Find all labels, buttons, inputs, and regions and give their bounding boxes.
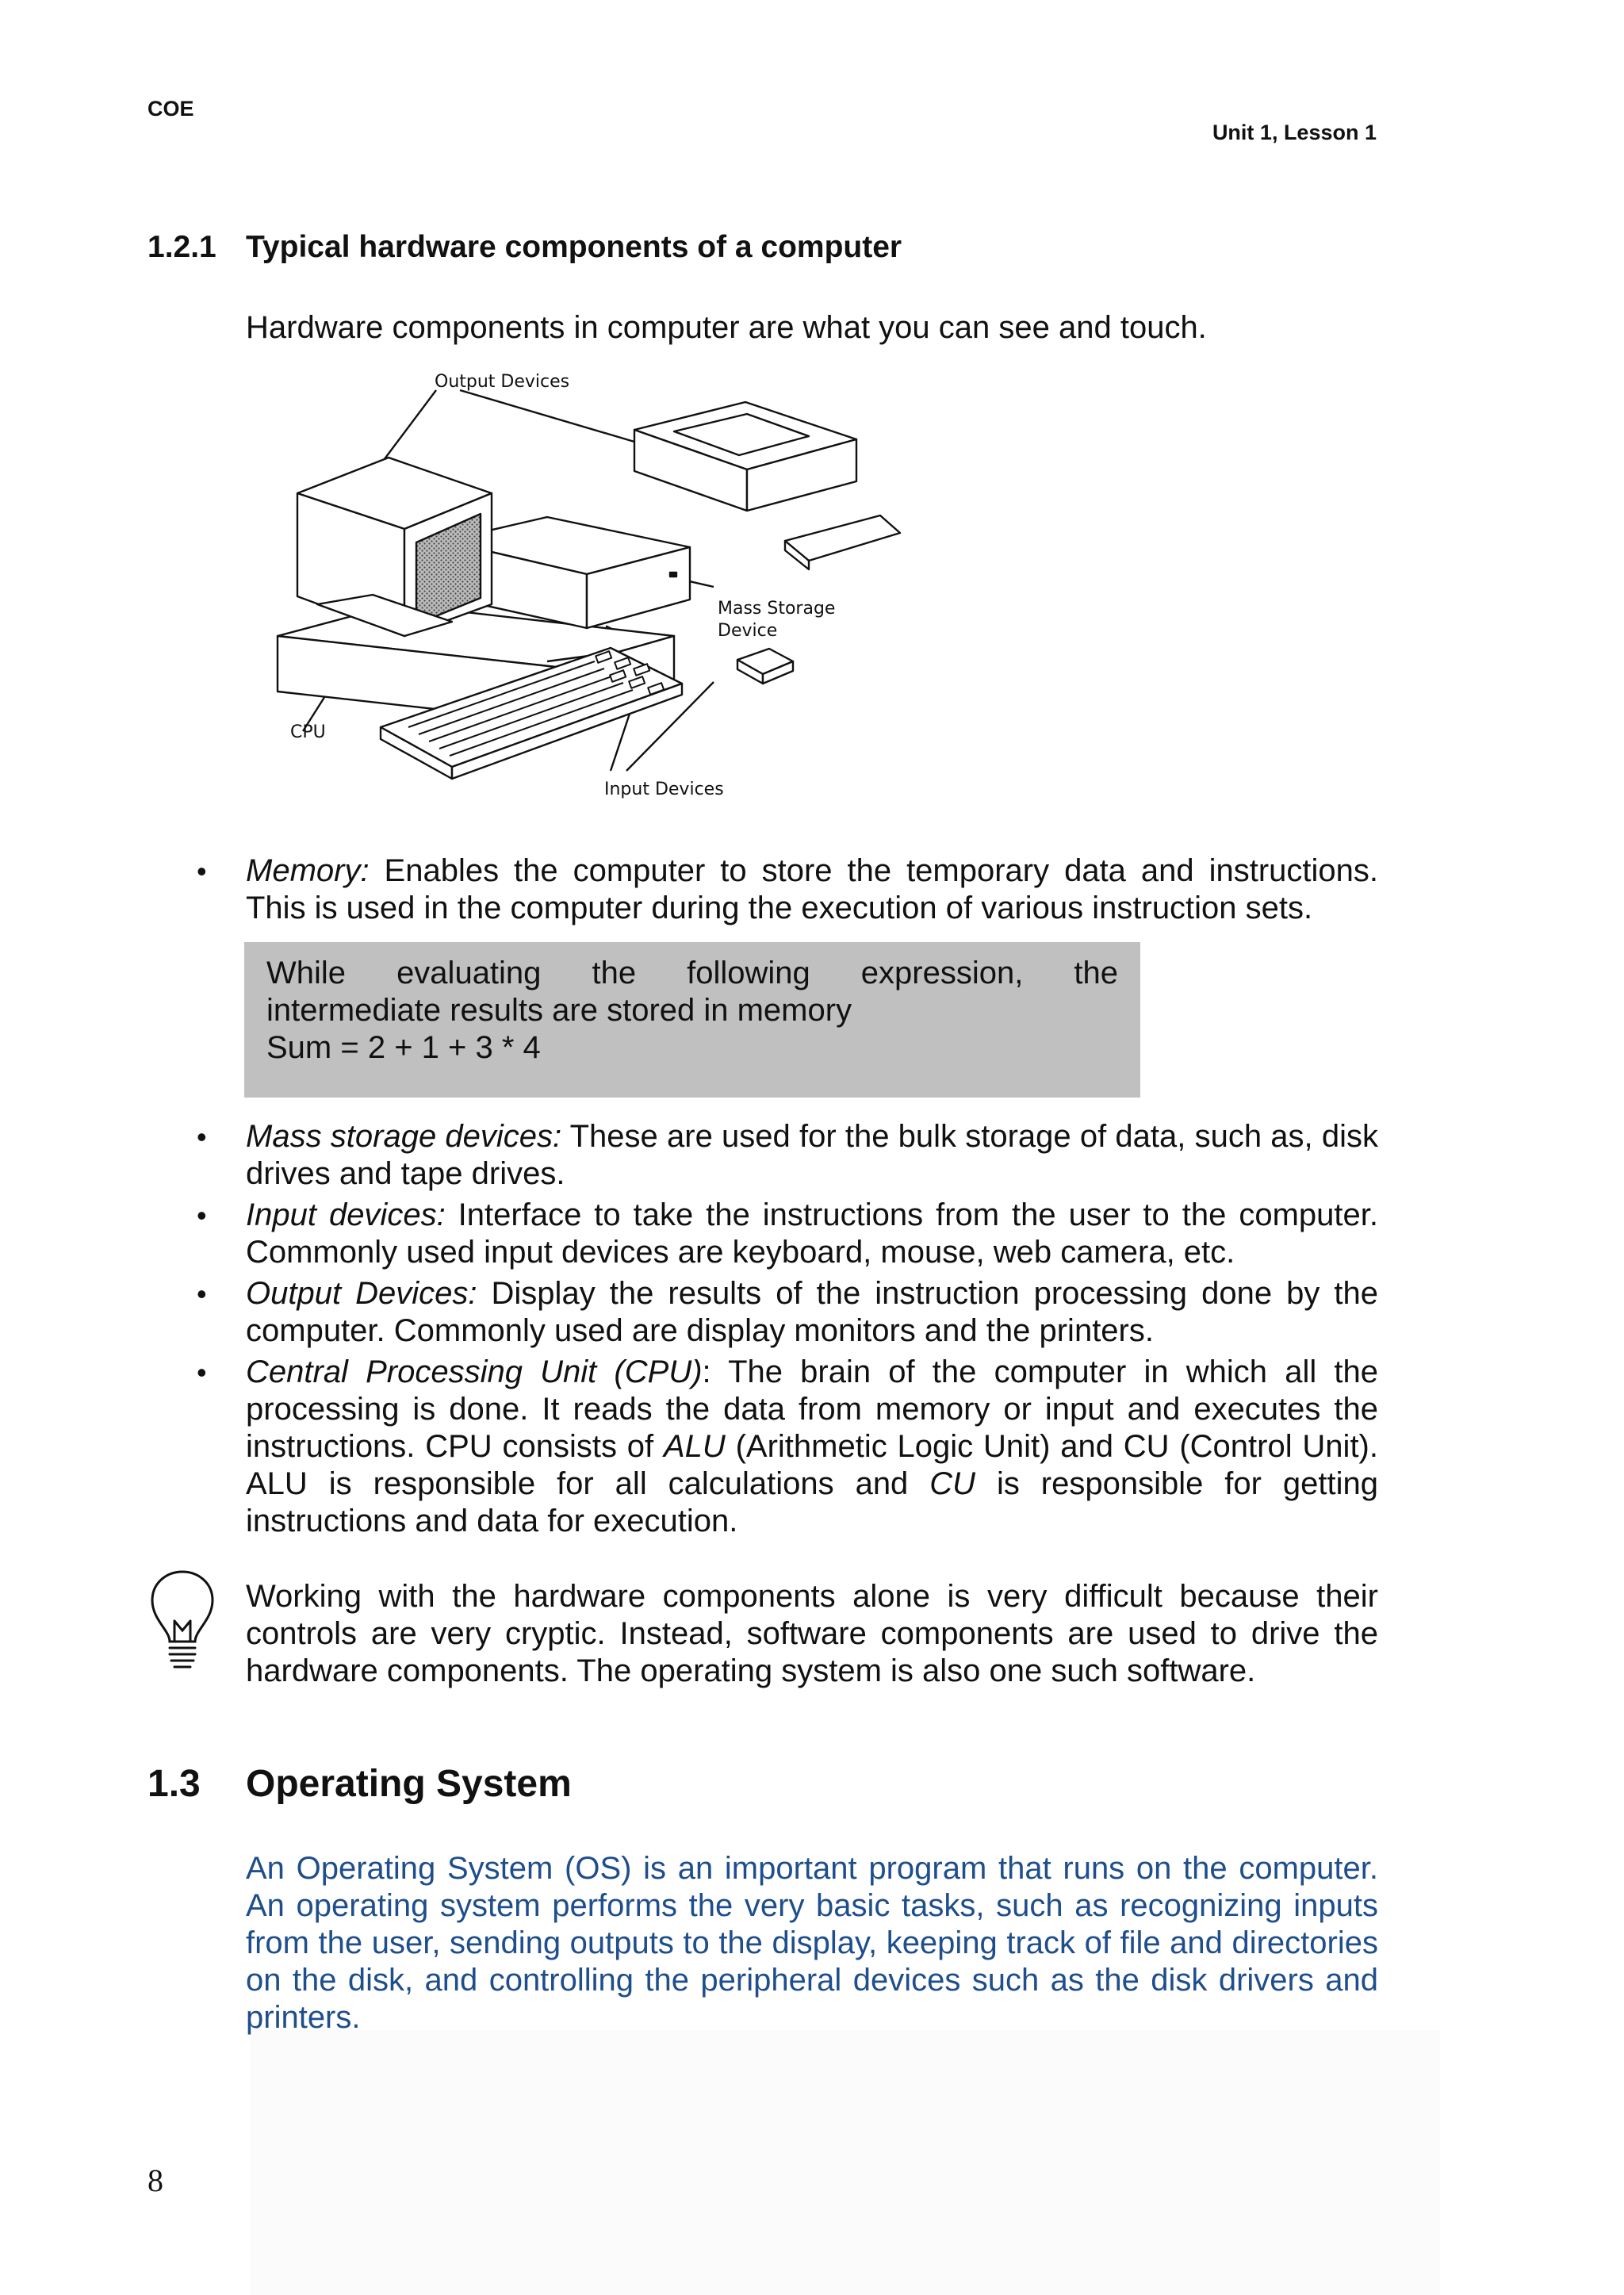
label-input-devices: Input Devices — [604, 780, 724, 799]
note-expression: Sum = 2 + 1 + 3 * 4 — [266, 1030, 541, 1065]
header-unit: Unit 1, Lesson 1 — [1212, 121, 1377, 144]
mass-storage-text: These are used for the bulk storage of data, such as, disk drives and tape drives. — [246, 1119, 1379, 1191]
list-item-cpu — [197, 1354, 1378, 1540]
page-footer-shade — [251, 2030, 1440, 2295]
note-word: the — [592, 956, 637, 990]
note-word: following — [687, 956, 810, 990]
hardware-components-illustration — [262, 366, 928, 807]
term-memory: Memory: — [246, 853, 370, 888]
memory-example-box — [244, 942, 1140, 1098]
memory-bullet-list — [197, 852, 1378, 931]
term-mass-storage: Mass storage devices: — [246, 1119, 562, 1154]
note-line-1 — [266, 955, 1118, 992]
term-input-devices: Input devices: — [246, 1197, 446, 1232]
term-cpu: Central Processing Unit (CPU) — [246, 1354, 703, 1389]
label-output-devices: Output Devices — [435, 372, 570, 392]
section-number-13: 1.3 — [147, 1763, 201, 1805]
term-cu: CU — [929, 1466, 976, 1501]
page-number: 8 — [147, 2163, 163, 2198]
bullet-dot: • — [197, 855, 207, 887]
note-word: evaluating — [396, 956, 542, 990]
note-word: expression, — [860, 956, 1024, 990]
note-word: While — [266, 956, 347, 990]
input-devices-text: Interface to take the instructions from the user to the computer. Commonly used input devices are keyboard, mouse, web camera, etc. — [246, 1197, 1378, 1270]
bullet-dot: • — [197, 1278, 207, 1310]
cpu-text-1: : The brain of the computer in which all the processing is done. It reads the data from memory or input and executes the instructions. CPU consists of — [246, 1354, 1378, 1464]
bullet-dot: • — [197, 1356, 207, 1389]
bullet-dot: • — [197, 1199, 207, 1232]
term-alu: ALU — [663, 1429, 726, 1464]
section-title-13: Operating System — [246, 1763, 572, 1805]
list-item-mass-storage — [197, 1118, 1379, 1193]
list-item-input-devices — [197, 1197, 1378, 1271]
cpu-text-3: is responsible for getting instructions and data for execution. — [246, 1466, 1378, 1538]
bullet-dot: • — [197, 1121, 207, 1153]
lightbulb-icon — [147, 1569, 217, 1673]
term-output-devices: Output Devices: — [246, 1276, 477, 1311]
note-word: the — [1074, 956, 1118, 990]
memory-text: Enables the computer to store the temporary data and instructions. This is used in the computer during the execution of various instruction sets. — [246, 853, 1378, 925]
list-item-memory — [197, 852, 1378, 927]
cpu-text-2: (Arithmetic Logic Unit) and CU (Control Unit). ALU is responsible for all calculations and — [246, 1429, 1378, 1501]
list-item-output-devices — [197, 1275, 1378, 1350]
header-course: COE — [147, 97, 194, 121]
label-device: Device — [718, 621, 778, 641]
note-line-2: intermediate results are stored in memory — [266, 993, 852, 1028]
hardware-bullet-list — [197, 1118, 1379, 1544]
section-title-121: Typical hardware components of a computer — [246, 230, 902, 264]
hardware-intro: Hardware components in computer are what you can see and touch. — [246, 310, 1207, 345]
operating-system-paragraph: An Operating System (OS) is an important program that runs on the computer. An operating system performs the very basic tasks, such as recognizing inputs from the user, sending outputs to the display, keeping track of file and directories on the disk, and controlling the peripheral devices such as the disk drivers and printers. — [246, 1851, 1378, 2035]
label-cpu: CPU — [290, 722, 326, 742]
tip-paragraph: Working with the hardware components alone is very difficult because their controls are very cryptic. Instead, software components are used to drive the hardware components. The operating system is also one such software. — [246, 1579, 1378, 1688]
label-mass-storage: Mass Storage — [718, 599, 836, 619]
section-number-121: 1.2.1 — [147, 230, 216, 264]
output-devices-text: Display the results of the instruction processing done by the computer. Commonly used are display monitors and the printers. — [246, 1276, 1378, 1348]
